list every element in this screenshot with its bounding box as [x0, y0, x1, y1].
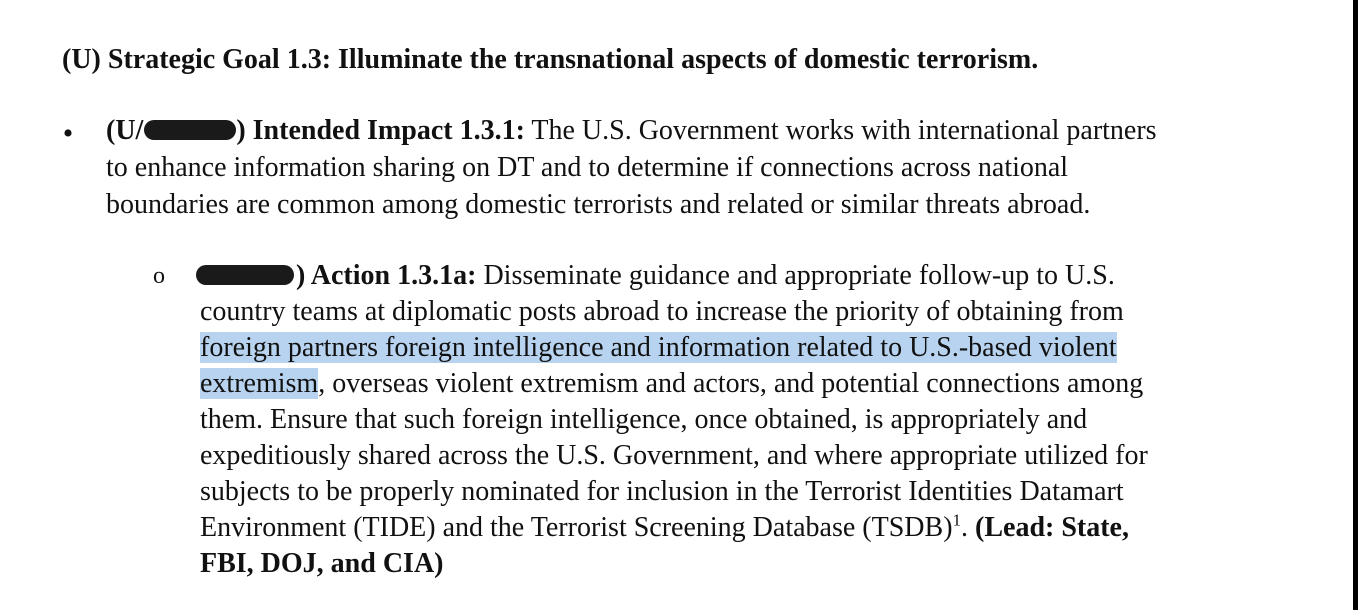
redaction-mark-action — [196, 265, 294, 285]
impact-text-line-1: The U.S. Government works with international partners — [524, 115, 1157, 146]
line-8-period: . — [961, 512, 976, 543]
action-line-3 — [200, 330, 1300, 366]
action-text-line-6: expeditiously shared across the U.S. Government, and where appropriate utilized for — [200, 440, 1148, 471]
action-line-1 — [200, 258, 1300, 294]
highlighted-text-2: extremism — [200, 368, 319, 399]
impact-text-line-3: boundaries are common among domestic terrorists and related or similar threats abroad. — [106, 189, 1091, 220]
redaction-mark-impact — [144, 120, 236, 140]
strategic-goal-heading: (U) Strategic Goal 1.3: Illuminate the transnational aspects of domestic terrorism. — [62, 44, 1039, 75]
action-line-8 — [200, 510, 1300, 546]
action-text-line-7: subjects to be properly nominated for inclusion in the Terrorist Identities Datamart — [200, 476, 1124, 507]
page-edge-line — [1353, 0, 1358, 610]
lead-agencies-part-2: FBI, DOJ, and CIA) — [200, 548, 444, 579]
impact-classification-suffix: ) — [236, 115, 246, 146]
lead-agencies-part-1: (Lead: State, — [975, 512, 1129, 543]
action-text-line-2: country teams at diplomatic posts abroad to increase the priority of obtaining from — [200, 296, 1124, 327]
action-text-line-4: , overseas violent extremism and actors, and potential connections among — [318, 368, 1144, 399]
action-line-4 — [200, 366, 1300, 402]
impact-label: Intended Impact 1.3.1: — [245, 115, 525, 146]
action-paragraph — [200, 258, 1300, 582]
action-label: Action 1.3.1a: — [305, 260, 477, 291]
action-text-line-1: Disseminate guidance and appropriate follow-up to U.S. — [476, 260, 1115, 291]
action-bullet-icon: o — [153, 263, 165, 289]
impact-line-1 — [106, 112, 1286, 149]
action-classification-suffix: ) — [296, 260, 306, 291]
impact-text-line-2: to enhance information sharing on DT and to determine if connections across national — [106, 152, 1069, 183]
action-text-line-5: them. Ensure that such foreign intelligence, once obtained, is appropriately and — [200, 404, 1088, 435]
action-text-line-8: Environment (TIDE) and the Terrorist Screening Database (TSDB) — [200, 512, 953, 543]
footnote-marker: 1 — [952, 510, 962, 530]
impact-bullet-icon: • — [62, 117, 74, 150]
impact-classification-prefix: (U/ — [106, 115, 144, 146]
intended-impact-paragraph — [106, 112, 1286, 223]
highlighted-text-1: foreign partners foreign intelligence and information related to U.S.-based violent — [200, 332, 1117, 363]
